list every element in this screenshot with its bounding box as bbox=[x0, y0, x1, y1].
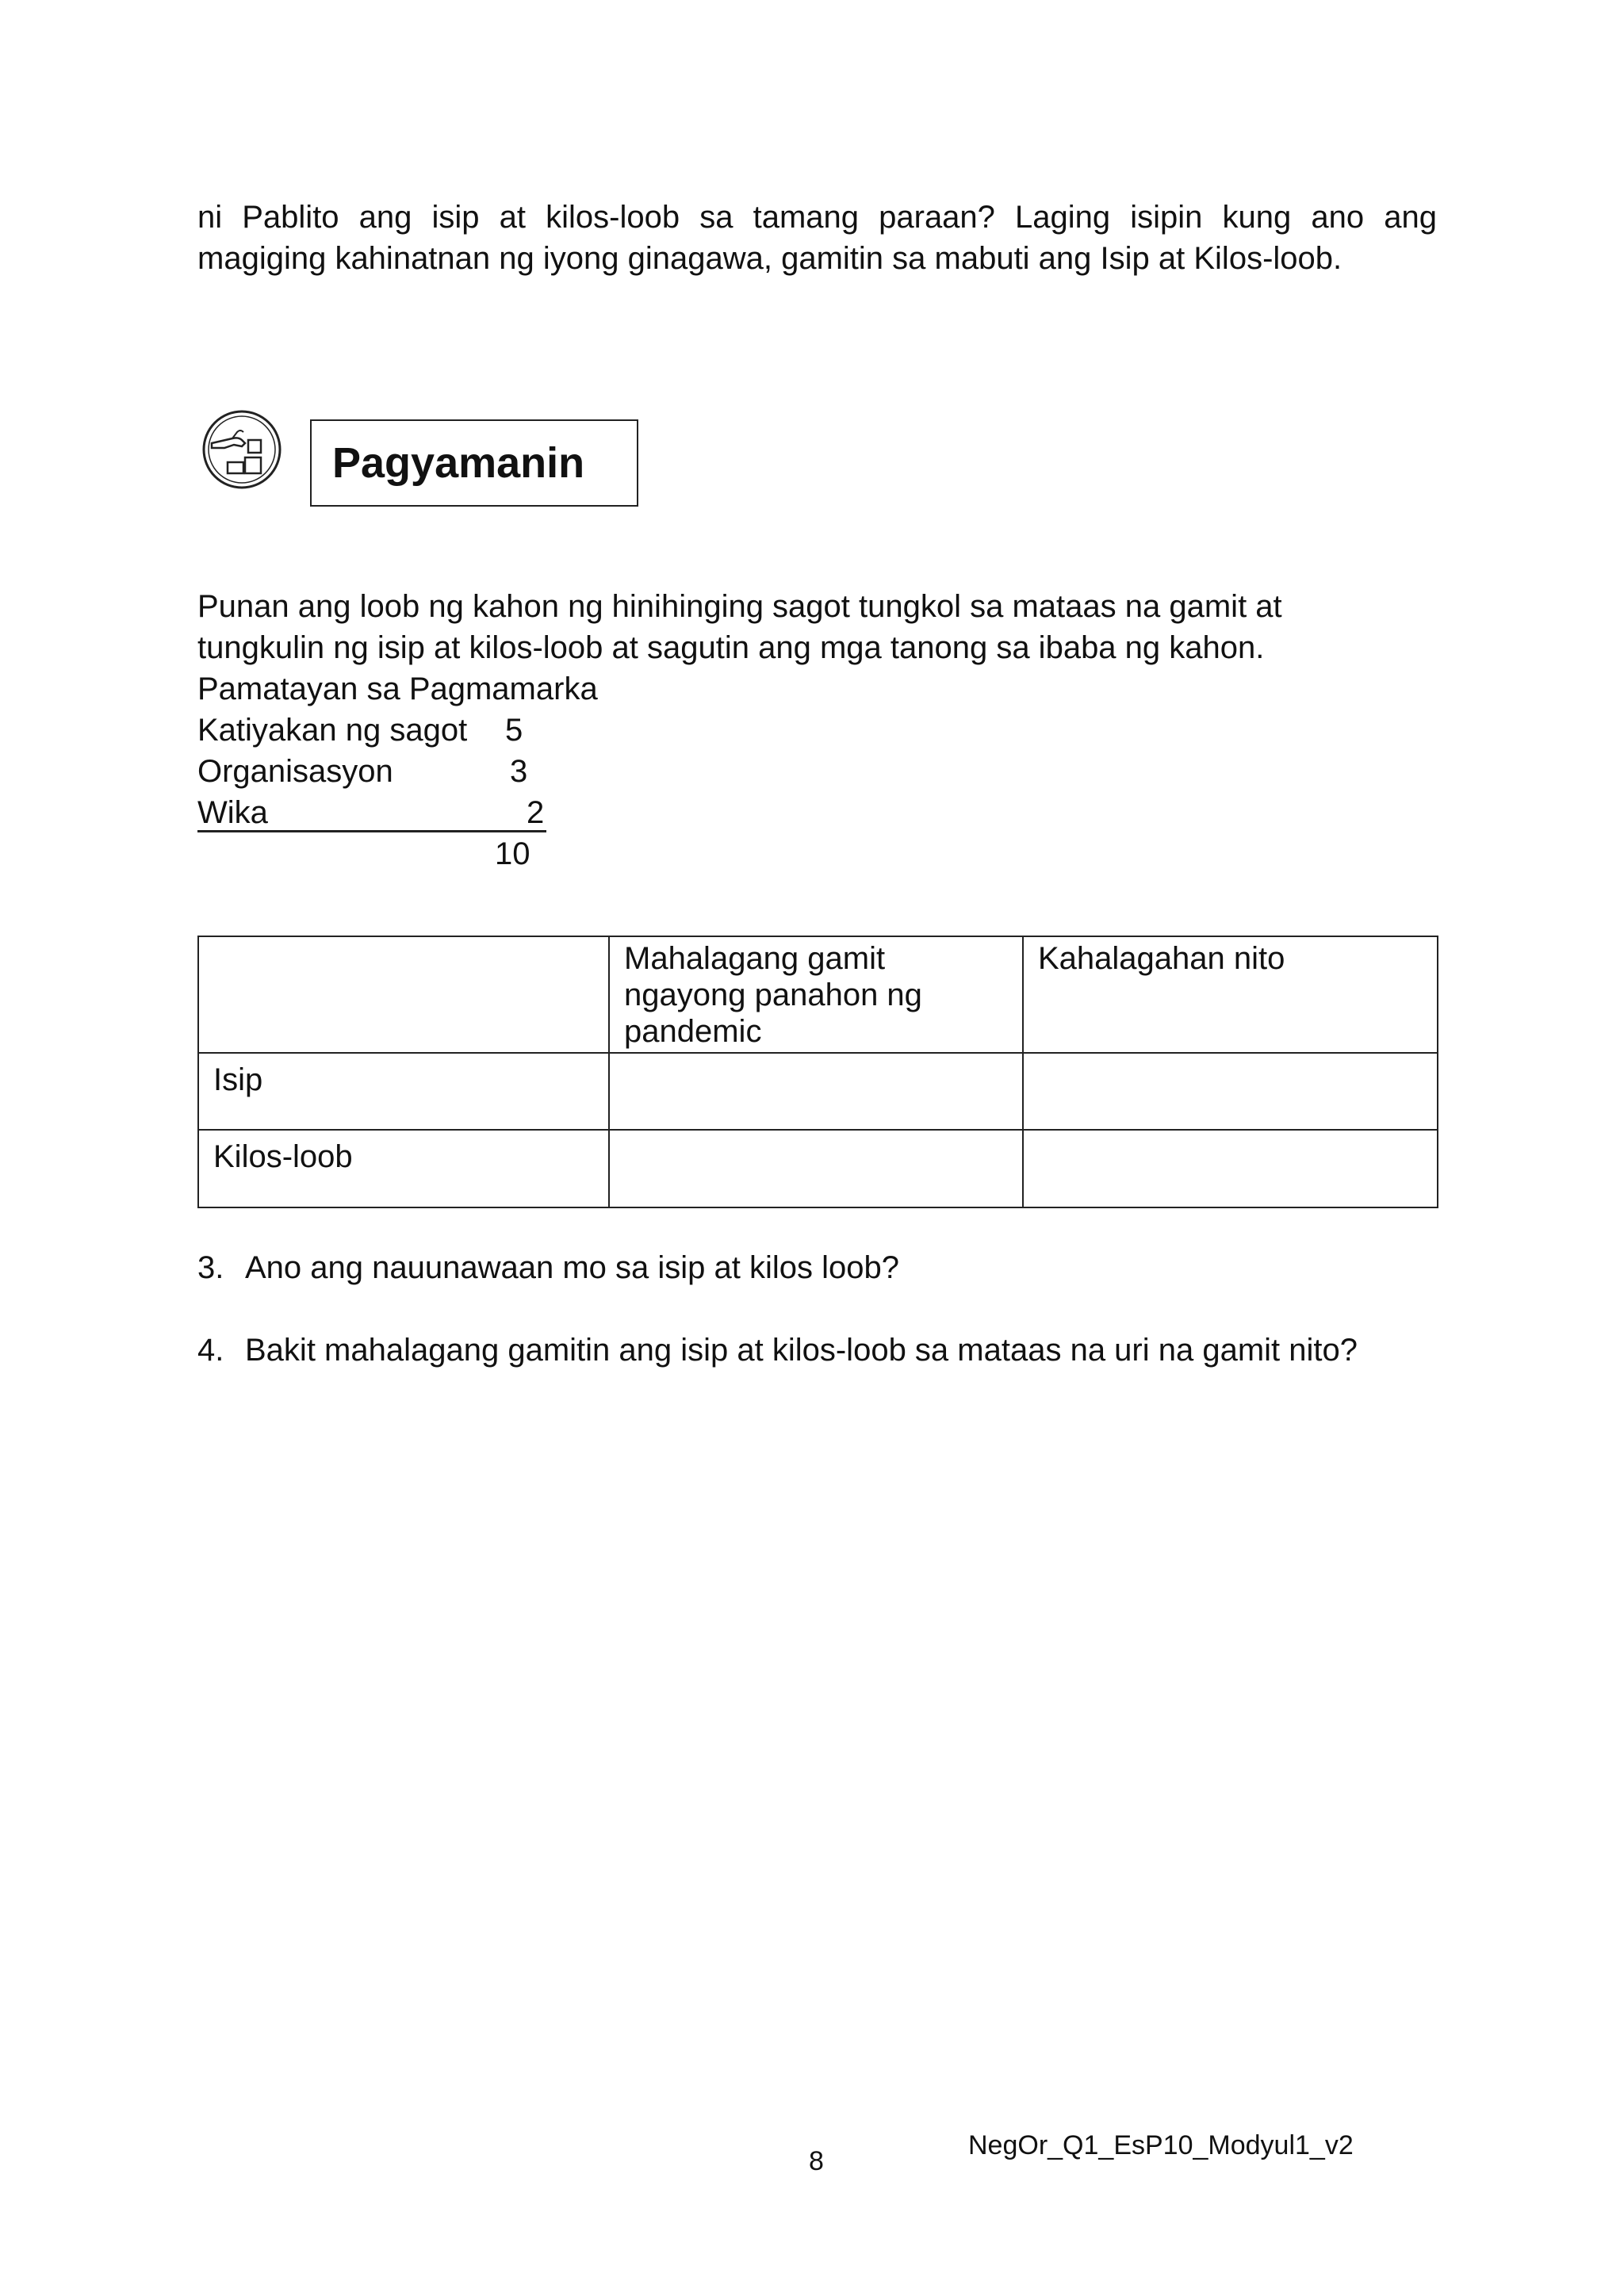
rubric-item-label: Organisasyon bbox=[197, 754, 393, 789]
instructions-line-2: tungkulin ng isip at kilos-loob at sagutin ang mga tanong sa ibaba ng kahon. bbox=[197, 630, 1265, 665]
hand-stacking-blocks-icon bbox=[201, 408, 283, 491]
section-title-box bbox=[310, 419, 638, 507]
table-row bbox=[198, 1053, 1438, 1130]
answer-table bbox=[197, 936, 1438, 1208]
table-row bbox=[198, 1130, 1438, 1207]
question-item bbox=[197, 1247, 899, 1288]
table-answer-cell[interactable] bbox=[609, 1053, 1023, 1130]
table-header-cell-gamit bbox=[609, 936, 1023, 1053]
table-header-line: Mahalagang gamit bbox=[624, 941, 886, 976]
rubric-item-label: Wika bbox=[197, 795, 268, 830]
rubric-item-points: 2 bbox=[527, 795, 545, 830]
intro-line-1: ni Pablito ang isip at kilos-loob sa tamang paraan? Laging isipin kung ano ang bbox=[197, 200, 1437, 235]
table-answer-cell[interactable] bbox=[1023, 1053, 1438, 1130]
question-text: Ano ang nauunawaan mo sa isip at kilos loob? bbox=[245, 1250, 899, 1285]
table-header-cell-kahalagahan: Kahalagahan nito bbox=[1023, 936, 1438, 1053]
table-row-label: Isip bbox=[198, 1053, 609, 1130]
rubric-item-points: 3 bbox=[510, 754, 528, 789]
rubric-total: 10 bbox=[495, 836, 530, 871]
question-item bbox=[197, 1330, 1358, 1371]
table-answer-cell[interactable] bbox=[1023, 1130, 1438, 1207]
table-row-label: Kilos-loob bbox=[198, 1130, 609, 1207]
question-number: 4. bbox=[197, 1333, 224, 1368]
section-title: Pagyamanin bbox=[332, 439, 585, 487]
rubric-item-label: Katiyakan ng sagot bbox=[197, 713, 468, 748]
table-answer-cell[interactable] bbox=[609, 1130, 1023, 1207]
table-header-cell-empty bbox=[198, 936, 609, 1053]
instructions-line-1: Punan ang loob ng kahon ng hinihinging sagot tungkol sa mataas na gamit at bbox=[197, 589, 1282, 624]
question-number: 3. bbox=[197, 1250, 224, 1285]
rubric-item-points: 5 bbox=[505, 713, 523, 748]
question-text: Bakit mahalagang gamitin ang isip at kilos-loob sa mataas na uri na gamit nito? bbox=[245, 1333, 1358, 1368]
table-header-row bbox=[198, 936, 1438, 1053]
page-number: 8 bbox=[809, 2146, 824, 2176]
rubric-total-rule bbox=[197, 830, 546, 832]
module-code: NegOr_Q1_EsP10_Modyul1_v2 bbox=[968, 2130, 1354, 2160]
rubric-heading: Pamatayan sa Pagmamarka bbox=[197, 672, 598, 706]
table-header-line: pandemic bbox=[624, 1014, 762, 1049]
intro-line-2: magiging kahinatnan ng iyong ginagawa, gamitin sa mabuti ang Isip at Kilos-loob. bbox=[197, 241, 1342, 276]
table-header-line: ngayong panahon ng bbox=[624, 978, 922, 1012]
